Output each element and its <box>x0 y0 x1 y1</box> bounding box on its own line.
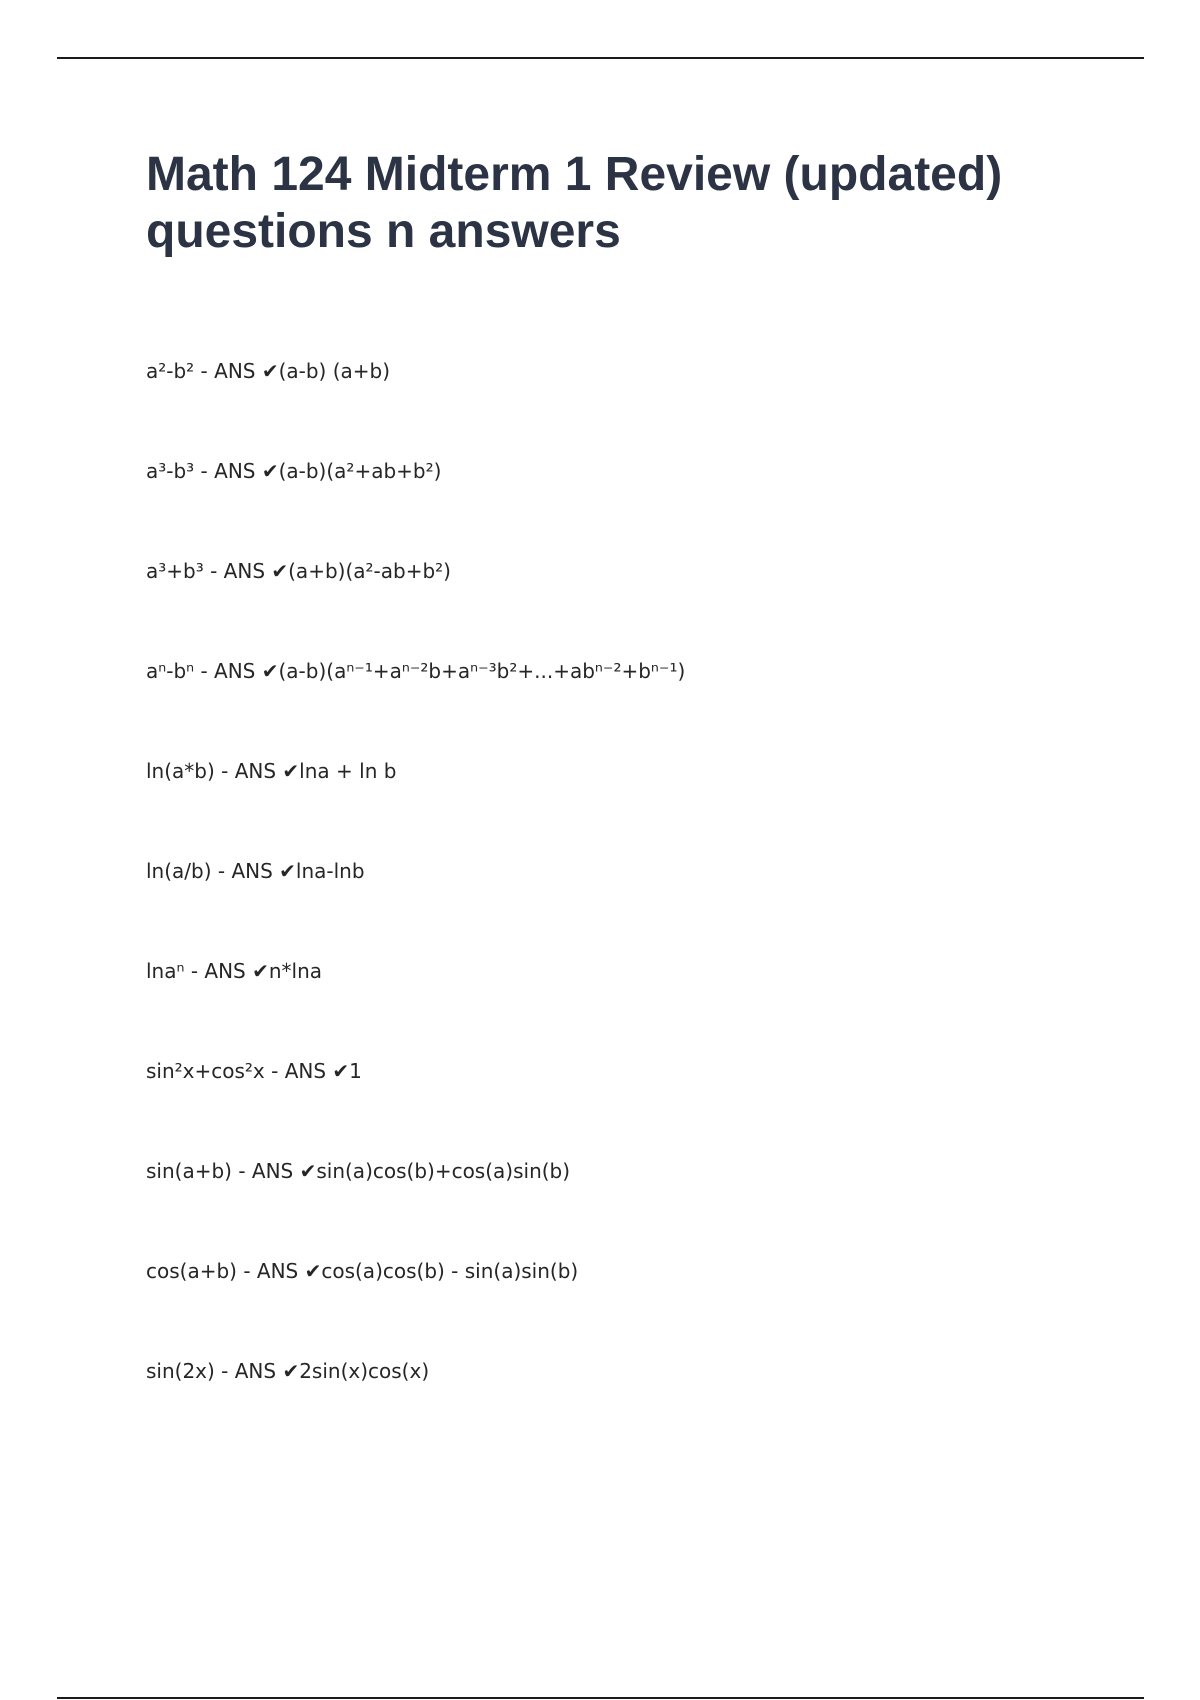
qa-item: ln(a/b) - ANS ✔lna-lnb <box>146 859 365 883</box>
qa-item: aⁿ-bⁿ - ANS ✔(a-b)(aⁿ⁻¹+aⁿ⁻²b+aⁿ⁻³b²+...+abⁿ⁻²+bⁿ⁻¹) <box>146 659 686 683</box>
qa-item: sin(2x) - ANS ✔2sin(x)cos(x) <box>146 1359 430 1383</box>
qa-item: a³-b³ - ANS ✔(a-b)(a²+ab+b²) <box>146 459 442 483</box>
qa-list <box>146 355 685 1455</box>
qa-item: ln(a*b) - ANS ✔lna + ln b <box>146 759 397 783</box>
qa-item: sin²x+cos²x - ANS ✔1 <box>146 1059 362 1083</box>
qa-item: a²-b² - ANS ✔(a-b) (a+b) <box>146 359 391 383</box>
qa-item: sin(a+b) - ANS ✔sin(a)cos(b)+cos(a)sin(b) <box>146 1159 571 1183</box>
top-divider <box>57 57 1144 59</box>
qa-item: a³+b³ - ANS ✔(a+b)(a²-ab+b²) <box>146 559 451 583</box>
page-title: Math 124 Midterm 1 Review (updated) questions n answers <box>146 148 1003 258</box>
qa-item: lnaⁿ - ANS ✔n*lna <box>146 959 323 983</box>
qa-item: cos(a+b) - ANS ✔cos(a)cos(b) - sin(a)sin(b) <box>146 1259 579 1283</box>
bottom-divider <box>57 1697 1144 1699</box>
